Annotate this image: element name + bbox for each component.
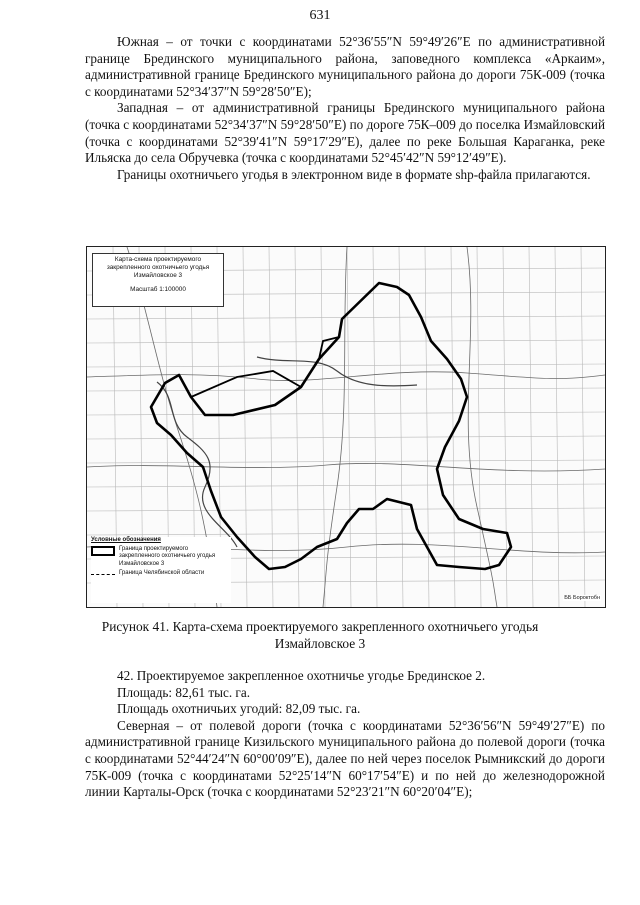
figure-caption-line-1: Рисунок 41. Карта-схема проектируемого закрепленного охотничьего угодья	[101, 619, 539, 634]
legend-boundary-swatch	[91, 546, 115, 556]
legend-row-region	[91, 570, 231, 577]
legend-title: Условные обозначения	[91, 537, 161, 543]
page-number: 631	[309, 8, 331, 23]
section-heading: 42. Проектируемое закрепленное охотничье угодье Брединское 2.	[117, 668, 486, 683]
legend-boundary-line-3: Измайловское 3	[119, 560, 165, 567]
map-title-box	[92, 253, 224, 307]
map-scale: Масштаб 1:100000	[130, 286, 186, 293]
paragraph-west: Западная – от административной границы Брединского муниципального района (точка с координатами 52°34′37″N 59°28′50″E) по дороге 75К–009 до поселка Измайловский (точка с координатами 52°39′41″N 59°17′29″E), далее по реке Большая Караганка, реке Ильяска до села Обручевка (точка с координатами 52°45′42″N 59°12′49″E).	[85, 100, 605, 166]
map-title-line-3: Измайловское 3	[133, 272, 183, 279]
map-corner-label: ББ Бороктобн	[564, 595, 600, 601]
paragraph-north: Северная – от полевой дороги (точка с координатами 52°36′56″N 59°49′27″E) по административной границе Кизильского муниципального района до полевой дороги (точка с координатами 52°44′24″N 60°00′09″E), далее по ней через поселок Рымникский до дороги 75К-009 (точка с координатами 52°25′14″N 60°17′54″E) и по ней до железнодорожной линии Карталы-Орск (точка с координатами 52°23′21″N 60°20′04″E);	[85, 717, 605, 800]
legend-region-label: Граница Челябинской области	[119, 569, 205, 576]
inner-road-line	[191, 337, 339, 397]
map-title-line-1: Карта-схема проектируемого	[114, 256, 202, 263]
map-title-line-2: закрепленного охотничьего угодья	[106, 264, 210, 271]
legend-row-boundary	[91, 546, 231, 568]
legend-boundary-line-2: закрепленного охотничьего угодья	[119, 553, 216, 560]
bottom-text-block	[85, 668, 605, 801]
paragraph-south: Южная – от точки с координатами 52°36′55″N 59°49′26″E по административной границе Брединского муниципального района, заповедного комплекса «Аркаим», административной границе Брединского муниципального района до дороги 75К-009 (точка с координатами 52°34′37″N 59°28′50″E);	[85, 34, 605, 99]
area-line: Площадь: 82,61 тыс. га.	[117, 684, 250, 700]
hunting-area-line: Площадь охотничьих угодий: 82,09 тыс. га.	[117, 701, 361, 717]
top-text-block	[85, 34, 605, 183]
figure-caption-line-2: Измайловское 3	[274, 636, 366, 651]
map-rivers	[157, 357, 417, 547]
legend-boundary-line-1: Граница проектируемого	[119, 546, 189, 553]
map-figure	[86, 246, 606, 608]
hunting-area-boundary	[151, 283, 511, 569]
paragraph-shp-note: Границы охотничьего угодья в электронном виде в формате shp-файла прилагаются.	[117, 166, 591, 182]
map-legend	[91, 537, 231, 603]
legend-region-swatch	[91, 574, 115, 575]
